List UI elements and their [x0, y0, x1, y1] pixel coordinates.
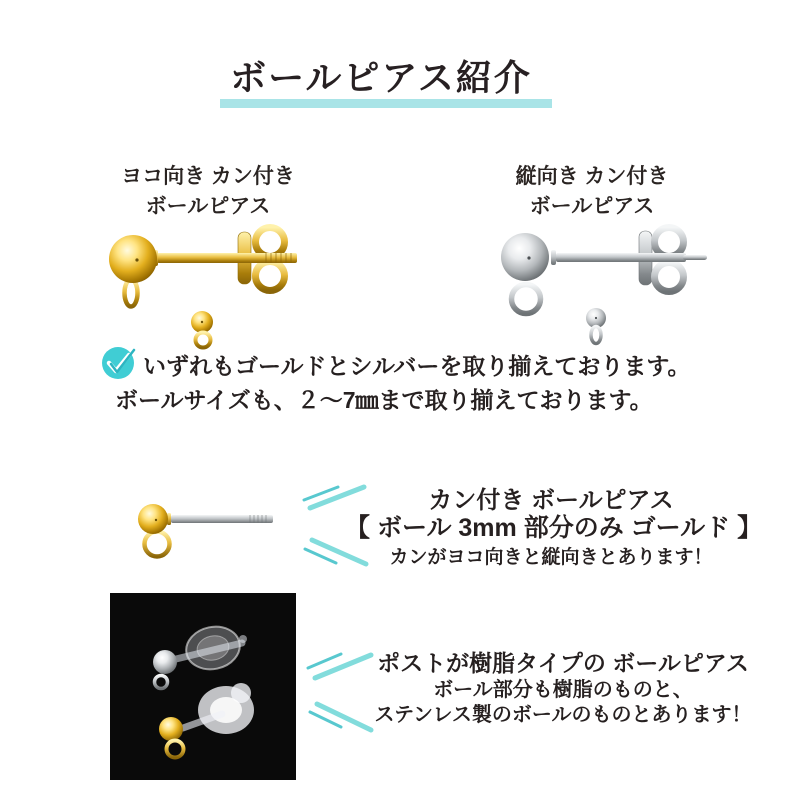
page-title: ボールピアス紹介: [230, 57, 532, 98]
resin-caption-line-2: ボール部分も樹脂のものと、: [433, 679, 693, 701]
kan-section-caption: [345, 487, 763, 570]
title-underline: [220, 99, 552, 108]
resin-caption-line-3: ステンレス製のボールのものとあります！: [374, 704, 752, 726]
kan-caption-line-3: カンがヨコ向きと縦向きとあります！: [389, 547, 713, 568]
check-icon: [100, 344, 140, 384]
label-line: ヨコ向き カン付き: [121, 165, 295, 188]
kan-caption-line-2: 【 ボール 3mm 部分のみ ゴールド 】: [345, 514, 763, 542]
resin-earrings-photo: [110, 593, 296, 780]
label-line: ボールピアス: [145, 195, 271, 218]
gold-ball-steel-post-image: [112, 482, 302, 574]
kan-caption-line-1: カン付き ボールピアス: [428, 487, 674, 514]
resin-section-caption: [356, 649, 770, 728]
silver-earring-image: [455, 213, 720, 355]
note-line-2: ボールサイズも、２～7㎜まで取り揃えております。: [115, 387, 653, 413]
resin-caption-line-1: ポストが樹脂タイプの ボールピアス: [377, 650, 749, 676]
label-line: ボールピアス: [529, 195, 655, 218]
label-line: 縦向き カン付き: [515, 165, 669, 188]
gold-earring-image: [90, 213, 320, 355]
note-line-1: いずれもゴールドとシルバーを取り揃えております。: [143, 353, 691, 379]
